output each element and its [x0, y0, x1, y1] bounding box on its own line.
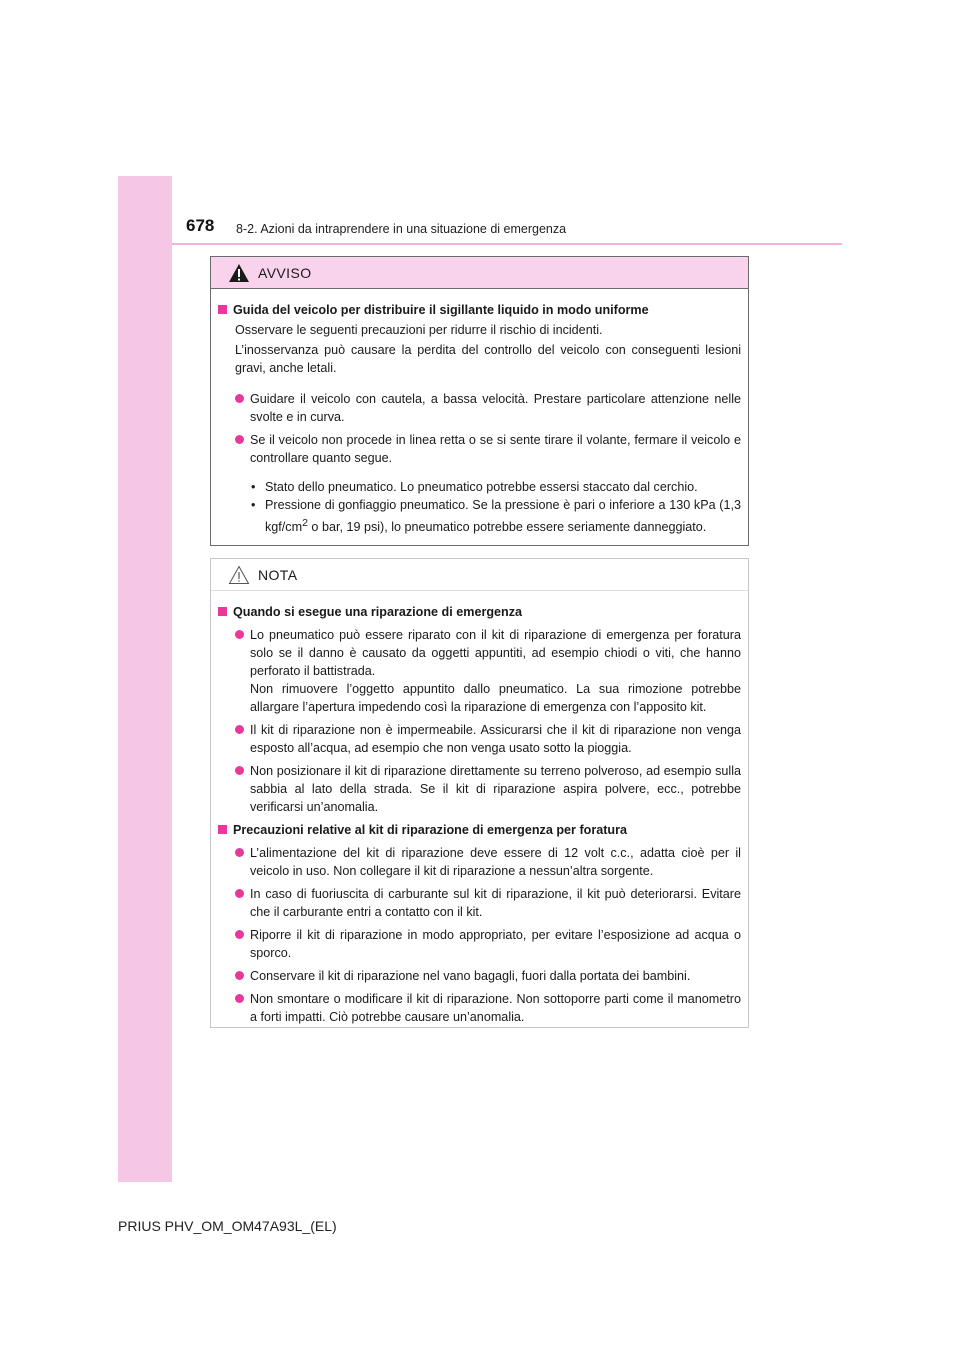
square-bullet-icon	[218, 825, 227, 834]
warning-section-heading	[218, 301, 741, 319]
bullet-text: Riporre il kit di riparazione in modo appropriato, per evitare l’esposizione ad acqua o sporco.	[250, 928, 741, 960]
round-bullet-icon	[235, 994, 244, 1003]
note-title: NOTA	[258, 566, 298, 583]
square-bullet-icon	[218, 607, 227, 616]
bullet-text: Non smontare o modificare il kit di riparazione. Non sottoporre parti come il manometro a forti impatti. Ciò potrebbe causare un’anomalia.	[250, 992, 741, 1024]
subitem-marker: •	[251, 498, 256, 512]
header-rule	[172, 243, 842, 245]
warning-bullet	[218, 390, 741, 426]
chapter-tab-strip	[118, 176, 172, 1182]
note-bullet	[218, 626, 741, 716]
bullet-text-part: Lo pneumatico può essere riparato con il kit di riparazione di emergenza per foratura solo se il danno è causato da oggetti appuntiti, ad esempio chiodi o viti, che hanno perforato il battistrada.	[250, 628, 741, 678]
subitem-text	[265, 496, 741, 536]
warning-box	[210, 256, 749, 546]
note-section-heading	[218, 821, 741, 839]
bullet-text: Il kit di riparazione non è impermeabile. Assicurarsi che il kit di riparazione non venga esposto all’acqua, ad esempio che non venga usato sotto la pioggia.	[250, 723, 741, 755]
round-bullet-icon	[235, 848, 244, 857]
warning-section-title: Guida del veicolo per distribuire il sigillante liquido in modo uniforme	[233, 303, 649, 317]
note-header	[211, 559, 748, 591]
note-bullet	[218, 967, 741, 985]
subitem-text-part: Pressione di gonfiaggio pneumatico. Se la pressione è pari o inferiore a 130 kPa (1,3 kgf/cm	[265, 498, 741, 535]
bullet-text: Non posizionare il kit di riparazione direttamente su terreno polveroso, ad esempio sulla sabbia al lato della strada. Se il kit di riparazione aspira polvere, ecc., potrebbe verificarsi un’anomalia.	[250, 764, 741, 814]
note-bullet	[218, 844, 741, 880]
superscript-unit: 2	[302, 517, 308, 529]
round-bullet-icon	[235, 630, 244, 639]
warning-header	[211, 257, 748, 289]
note-bullet	[218, 885, 741, 921]
subitem-text-part: o bar, 19 psi), lo pneumatico potrebbe essere seriamente danneggiato.	[307, 520, 707, 535]
subitem-marker: •	[251, 480, 256, 494]
bullet-text	[250, 626, 741, 716]
note-box	[210, 558, 749, 1028]
warning-bullet	[218, 431, 741, 467]
bullet-text: In caso di fuoriuscita di carburante sul kit di riparazione, il kit può deteriorarsi. Evitare che il carburante entri a contatto con il kit.	[250, 887, 741, 919]
note-section-title: Quando si esegue una riparazione di emergenza	[233, 605, 523, 619]
warning-paragraph: L’inosservanza può causare la perdita del controllo del veicolo con conseguenti lesioni gravi, anche letali.	[235, 343, 741, 375]
section-title: 8-2. Azioni da intraprendere in una situazione di emergenza	[236, 222, 567, 236]
warning-title: AVVISO	[258, 264, 312, 281]
round-bullet-icon	[235, 394, 244, 403]
bullet-text: Conservare il kit di riparazione nel vano bagagli, fuori dalla portata dei bambini.	[250, 969, 691, 983]
warning-subitem	[218, 496, 741, 536]
subitem-text: Stato dello pneumatico. Lo pneumatico potrebbe essersi staccato dal cerchio.	[265, 480, 698, 494]
bullet-text: L’alimentazione del kit di riparazione deve essere di 12 volt c.c., adatta cioè per il veicolo in uso. Non collegare il kit di riparazione a nessun’altra sorgente.	[250, 846, 741, 878]
bullet-text-part: Non rimuovere l’oggetto appuntito dallo pneumatico. La sua rimozione potrebbe allargare l’apertura impedendo così la riparazione di emergenza con l’apposito kit.	[250, 682, 741, 714]
round-bullet-icon	[235, 766, 244, 775]
warning-body	[211, 289, 748, 536]
bullet-text: Guidare il veicolo con cautela, a bassa velocità. Prestare particolare attenzione nelle svolte e in curva.	[250, 392, 741, 424]
round-bullet-icon	[235, 930, 244, 939]
warning-paragraph: Osservare le seguenti precauzioni per ridurre il rischio di incidenti.	[235, 323, 603, 337]
round-bullet-icon	[235, 435, 244, 444]
page-number: 678	[186, 216, 215, 235]
note-bullet	[218, 990, 741, 1026]
bullet-text: Se il veicolo non procede in linea retta o se si sente tirare il volante, fermare il veicolo e controllare quanto segue.	[250, 433, 741, 465]
round-bullet-icon	[235, 889, 244, 898]
square-bullet-icon	[218, 305, 227, 314]
round-bullet-icon	[235, 971, 244, 980]
note-bullet	[218, 721, 741, 757]
note-section-heading	[218, 603, 741, 621]
document-code: PRIUS PHV_OM_OM47A93L_(EL)	[118, 1218, 337, 1234]
round-bullet-icon	[235, 725, 244, 734]
note-body	[211, 591, 748, 1026]
note-section-title: Precauzioni relative al kit di riparazione di emergenza per foratura	[233, 823, 628, 837]
note-bullet	[218, 762, 741, 816]
warning-subitem	[218, 478, 741, 496]
warning-triangle-icon	[228, 263, 250, 283]
caution-triangle-icon	[228, 565, 250, 585]
note-bullet	[218, 926, 741, 962]
